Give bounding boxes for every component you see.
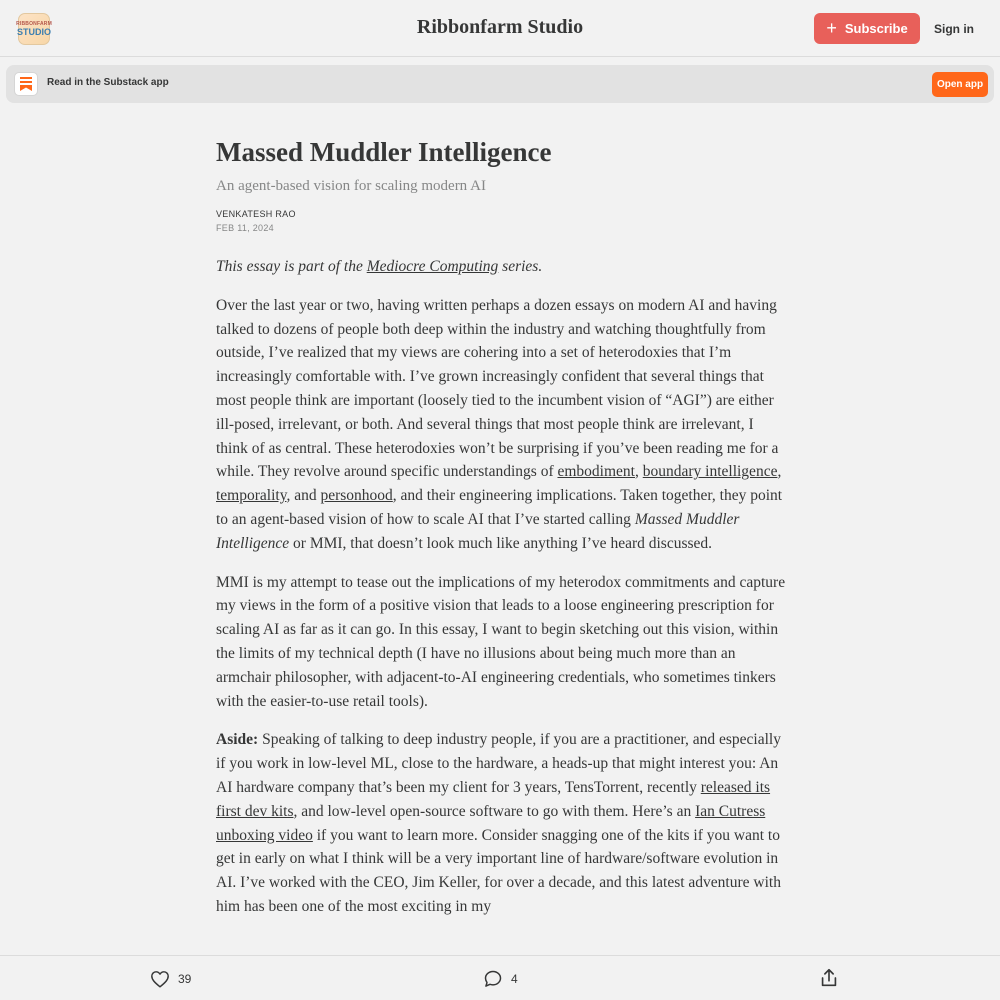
subscribe-label: Subscribe bbox=[844, 21, 908, 36]
post-title: Massed Muddler Intelligence bbox=[216, 137, 552, 167]
paragraph-2: MMI is my attempt to tease out the implications of my heterodox commitments and capture my views in the form of a positive vision that leads to a loose engineering prescription for scaling AI as far as it can go. In this essay, I want to begin sketching out this vision, within the limits of my technical depth (I have no illusions about being much more than an armchair philosopher, with adjacent-to-AI engineering credentials, who sometimes tinkers with the easier-to-use retail tools). bbox=[216, 573, 786, 710]
paragraph-3-text-cont: , and low-level open-source software to go with them. Here’s an bbox=[293, 802, 696, 820]
paragraph-3-text-end: if you want to learn more. Consider snagging one of the kits if you want to get in early on what I think will be a very important line of hardware/software evolution in AI. I’ve worked with the CEO, Jim Keller, for over a decade, and this latest adventure with him has been one of the most exciting in my bbox=[216, 826, 781, 915]
intro-text: This essay is part of the bbox=[216, 258, 367, 275]
sign-in-button[interactable]: Sign in bbox=[934, 21, 974, 36]
post-action-bar bbox=[0, 955, 1000, 1000]
separator: , bbox=[634, 463, 643, 481]
site-title[interactable]: Ribbonfarm Studio bbox=[416, 16, 584, 38]
post-subtitle: An agent-based vision for scaling modern AI bbox=[216, 178, 486, 194]
separator: , bbox=[777, 463, 782, 481]
like-button[interactable] bbox=[150, 968, 191, 990]
paragraph-1-text: Over the last year or two, having written perhaps a dozen essays on modern AI and having talked to dozens of people both deep within the industry and watching thoughtfully from outside, I’ve realized that my views are cohering into a set of heterodoxies that I’m increasingly comfortable with. I’ve grown increasingly confident that several things that most people think are important (loosely tied to the incumbent vision of “AGI”) are either ill-posed, irrelevant, or both. And several things that most people think are irrelevant, I think of as central. These heterodoxies won’t be surprising if you’ve been reading me for a while. They revolve around specific understandings of bbox=[216, 296, 779, 481]
share-button[interactable] bbox=[818, 967, 840, 989]
like-count: 39 bbox=[178, 972, 192, 986]
logo-line-2: STUDIO bbox=[17, 27, 52, 37]
paragraph-3 bbox=[216, 728, 786, 918]
unboxing-video-link[interactable]: Ian Cutress unboxing video bbox=[216, 802, 766, 844]
plus-icon: + bbox=[826, 17, 837, 38]
subscribe-button[interactable] bbox=[814, 13, 920, 44]
post-date: FEB 11, 2024 bbox=[216, 223, 274, 233]
paragraph-1-text-cont: , and their engineering implications. Taken together, they point to an agent-based vision of how to scale AI that I’ve started calling bbox=[216, 487, 783, 528]
app-banner bbox=[6, 65, 994, 103]
paragraph-1-text-end: or MMI, that doesn’t look much like anything I’ve heard discussed. bbox=[289, 534, 713, 552]
dev-kits-link[interactable]: released its first dev kits bbox=[216, 778, 771, 820]
personhood-link[interactable]: personhood bbox=[320, 487, 393, 505]
aside-label: Aside: bbox=[216, 731, 259, 749]
substack-bookmark-icon bbox=[14, 72, 38, 96]
mmi-emphasis: Massed Muddler Intelligence bbox=[216, 510, 740, 552]
boundary-intelligence-link[interactable]: boundary intelligence bbox=[642, 463, 778, 481]
intro-paragraph bbox=[216, 255, 786, 279]
temporality-link[interactable]: temporality bbox=[216, 487, 287, 505]
site-header bbox=[0, 0, 1000, 57]
share-icon bbox=[818, 967, 840, 989]
author-name[interactable]: VENKATESH RAO bbox=[216, 209, 296, 219]
separator: , and bbox=[286, 487, 321, 505]
open-app-button[interactable]: Open app bbox=[932, 72, 988, 97]
heart-icon bbox=[150, 970, 170, 988]
logo-line-1: RIBBONFARM bbox=[16, 21, 52, 27]
embodiment-link[interactable]: embodiment bbox=[557, 463, 635, 481]
intro-text-end: series. bbox=[498, 258, 543, 275]
mediocre-computing-link[interactable]: Mediocre Computing bbox=[366, 258, 499, 275]
comment-button[interactable] bbox=[483, 968, 518, 990]
article bbox=[216, 134, 786, 934]
comment-count: 4 bbox=[511, 972, 518, 986]
paragraph-1 bbox=[216, 294, 786, 556]
paragraph-3-text: Speaking of talking to deep industry people, if you are a practitioner, and especially if you work in low-level ML, close to the hardware, a heads-up that might interest you: An AI hardware company that’s been my client for 3 years, TensTorrent, recently bbox=[216, 731, 781, 796]
app-banner-text: Read in the Substack app bbox=[47, 77, 169, 88]
comment-bubble-icon bbox=[483, 969, 503, 989]
post-body bbox=[216, 255, 786, 919]
